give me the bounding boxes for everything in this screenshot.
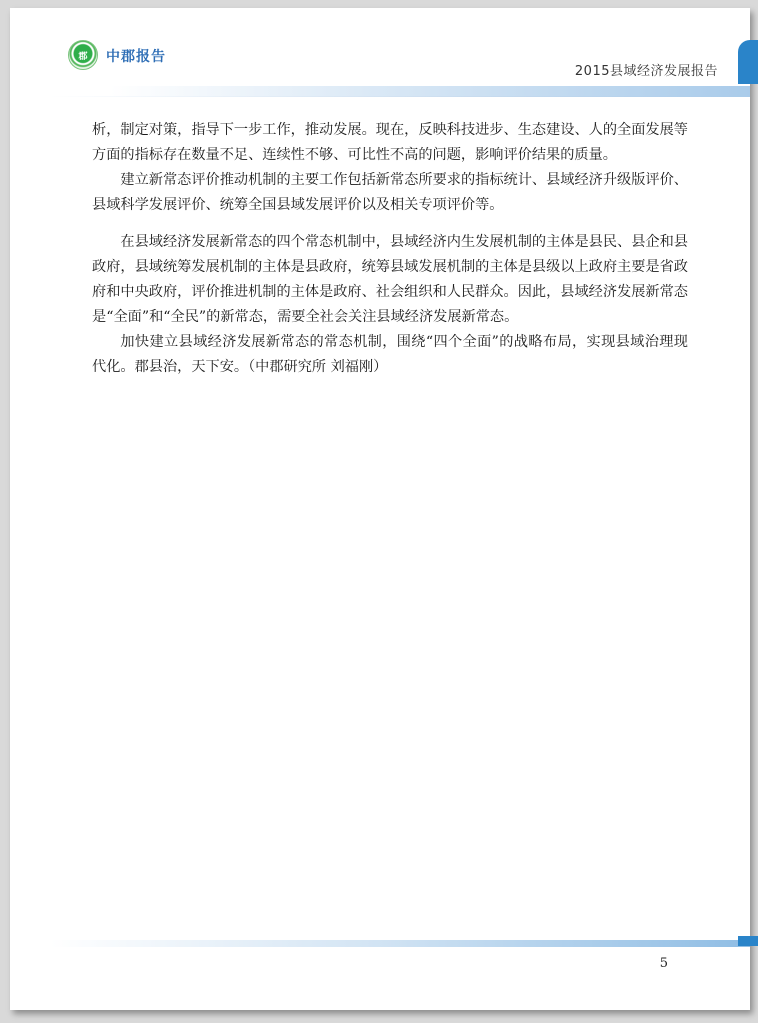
footer-tab-decoration	[738, 936, 758, 946]
paragraph-2: 建立新常态评价推动机制的主要工作包括新常态所要求的指标统计、县域经济升级版评价、县域科学发展评价、统筹全国县域发展评价以及相关专项评价等。	[92, 172, 688, 213]
document-page	[10, 8, 750, 1010]
paragraph-3: 在县域经济发展新常态的四个常态机制中，县域经济内生发展机制的主体是县民、县企和县政府，县域统筹发展机制的主体是县政府，统筹县域发展机制的主体是县级以上政府主要是省政府和中央政府，评价推进机制的主体是政府、社会组织和人民群众。因此，县域经济发展新常态是“全面”和“全民”的新常态，需要全社会关注县域经济发展新常态。	[92, 234, 688, 325]
footer-rule	[50, 940, 750, 947]
paragraph-1: 析，制定对策，指导下一步工作，推动发展。现在，反映科技进步、生态建设、人的全面发展等方面的指标存在数量不足、连续性不够、可比性不高的问题，影响评价结果的质量。	[92, 122, 688, 163]
header-tab-decoration	[738, 40, 758, 84]
paragraph-gap	[92, 218, 688, 230]
zhongjun-logo	[68, 40, 98, 70]
header-rule	[110, 86, 750, 96]
page-number: 5	[659, 956, 668, 971]
body-text	[92, 118, 688, 380]
logo-text: 中郡报告	[106, 49, 166, 65]
running-header-title: 2015县域经济发展报告	[574, 64, 718, 79]
header-rule-thin	[50, 96, 750, 97]
paragraph-4: 加快建立县域经济发展新常态的常态机制，围绕“四个全面”的战略布局，实现县域治理现代化。郡县治，天下安。（中郡研究所 刘福刚）	[92, 334, 688, 375]
logo-char: 郡	[78, 51, 88, 62]
